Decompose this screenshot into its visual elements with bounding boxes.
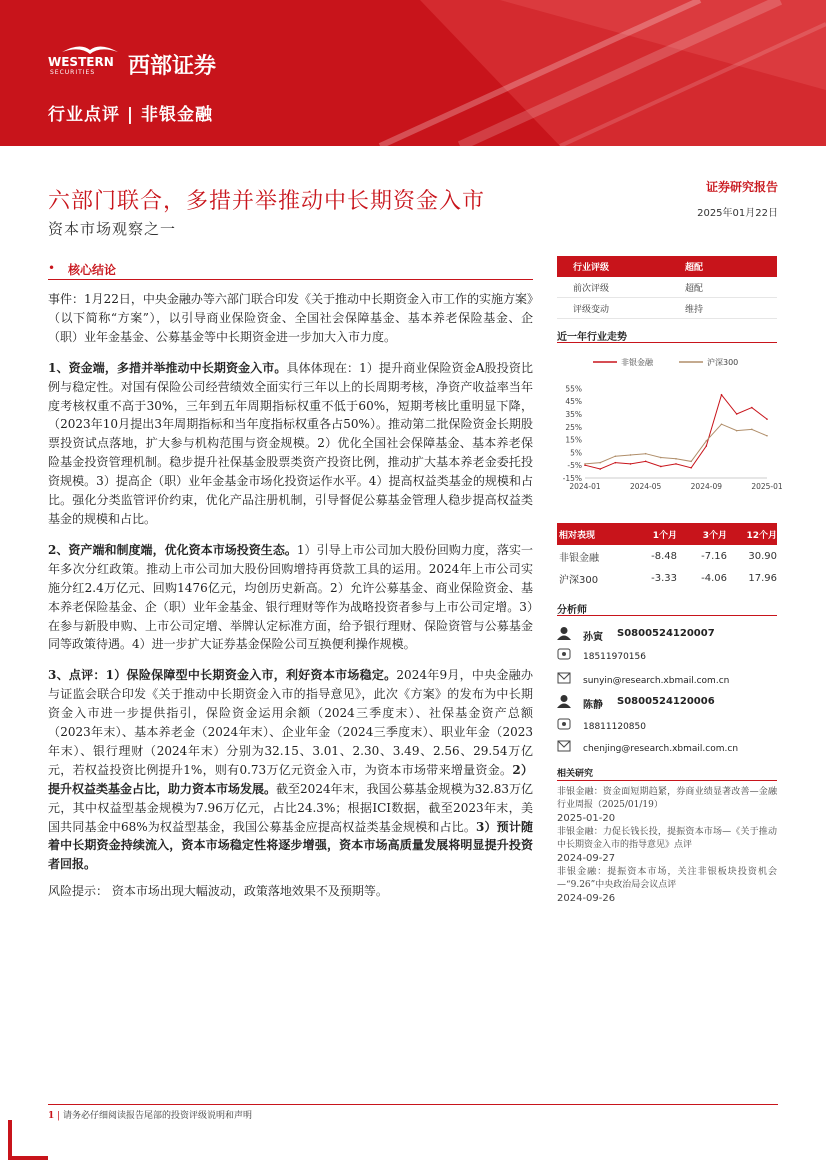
event-paragraph: 事件：1月22日，中央金融办等六部门联合印发《关于推动中长期资金入市工作的实施方案》（以下简称“方案”），以引导商业保险资金、全国社会保障基金、基本养老保险基金、企（职）业年金基金、公募基金等中长期资金进一步加大入市力度。 — [48, 292, 533, 344]
performance-cell: 30.90 — [748, 550, 777, 562]
data-point — [630, 463, 632, 465]
phone-icon — [557, 648, 571, 660]
rating-head-label: 行业评级 — [573, 263, 610, 273]
report-type: 证券研究报告 — [705, 180, 778, 194]
related-item-text: 非银金融：资金面短期趋紧，券商业绩显著改善—金融行业周报（2025/01/19） — [557, 787, 777, 810]
report-date: 2025年01月22日 — [697, 208, 778, 219]
header-banner — [0, 0, 826, 146]
rating-row-value: 超配 — [685, 283, 704, 294]
analyst-name: 陈静 — [583, 700, 603, 711]
data-point — [660, 457, 662, 459]
analyst-cert: S0800524120007 — [617, 628, 715, 639]
data-point — [615, 462, 617, 464]
related-title: 相关研究 — [557, 769, 594, 779]
analyst-name: 孙寅 — [583, 632, 603, 643]
performance-cell: -8.48 — [651, 550, 677, 562]
performance-header: 3个月 — [702, 530, 727, 541]
related-item-date: 2024-09-27 — [557, 853, 616, 864]
data-point — [751, 429, 753, 431]
y-tick-label: 5% — [570, 448, 582, 458]
data-point — [751, 407, 753, 409]
person-icon — [557, 694, 571, 708]
x-tick-label: 2024-05 — [629, 482, 662, 491]
data-point — [615, 455, 617, 457]
performance-row — [557, 567, 777, 589]
rating-row — [557, 277, 777, 298]
data-point — [736, 413, 738, 415]
page-subtitle: 资本市场观察之一 — [48, 220, 177, 238]
data-point — [645, 461, 647, 463]
core-body — [48, 290, 533, 913]
paragraph-3-text-b: 截至2024年末，我国公募基金规模为32.83万亿元，其中权益型基金规模为7.96万亿元，占比24.3%；根据ICI数据，截至2023年末，美国共同基金中68%为权益型基金，我国公募基金应提高权益类基金规模和占比。 — [48, 781, 533, 834]
performance-table — [557, 523, 777, 589]
y-tick-label: 25% — [565, 422, 582, 432]
paragraph-3 — [48, 666, 533, 874]
paragraph-2 — [48, 541, 533, 654]
related-divider — [557, 780, 777, 781]
rating-table — [557, 256, 777, 319]
phone-icon — [557, 718, 571, 730]
performance-cell: 非银金融 — [559, 552, 599, 564]
data-point — [706, 440, 708, 442]
x-tick-label: 2025-01 — [751, 482, 783, 491]
paragraph-3-heading-c: 3）预计随着中长期资金持续流入，资本市场稳定性将逐步增强，资本市场高质量发展将明显提升投资者回报。 — [48, 819, 533, 872]
performance-cell: -3.33 — [651, 572, 677, 584]
report-category: 行业点评 | 非银金融 — [48, 105, 214, 125]
data-point — [660, 466, 662, 468]
data-point — [690, 461, 692, 463]
data-point — [584, 463, 586, 465]
performance-cell: -4.06 — [701, 572, 727, 584]
analysts-title: 分析师 — [557, 605, 587, 616]
trend-title: 近一年行业走势 — [557, 332, 627, 343]
paragraph-2-text: 1）引导上市公司加大股份回购力度，落实一年多次分红政策。推动上市公司加大股份回购增持再贷款工具的运用。2024年上市公司实施分红2.4万亿元、回购1476亿元，均创历史新高。2）允许公募基金、商业保险资金、基本养老保险基金、企（职）业年金基金、银行理财等作为战略投资者参与上市公司定增。3）在参与新股申购、上市公司定增、举牌认定标准方面，给予银行理财、保险资管与公募基金同等政策待遇。4）进一步扩大证券基金保险公司互换便利操作规模。 — [48, 542, 534, 652]
related-item-text: 非银金融：力促长钱长投，提振资本市场—《关于推动中长期资金入市的指导意见》点评 — [557, 827, 777, 850]
y-tick-label: -15% — [562, 474, 582, 483]
data-point — [675, 458, 677, 460]
footer: 1 | 请务必仔细阅读报告尾部的投资评级说明和声明 — [48, 1111, 253, 1121]
core-heading-bar — [48, 258, 533, 280]
related-list — [557, 786, 777, 906]
bullet-icon: • — [48, 261, 56, 275]
performance-header: 1个月 — [652, 530, 677, 541]
paragraph-1-text: 具体体现在：1）提升商业保险资金A股投资比例与稳定性。对国有保险公司经营绩效全面实行三年以上的长周期考核，净资产收益率当年度考核权重不高于30%，三年到五年周期指标权重不低于60%，短期考核比重明显下降，（2023年10月提出3年周期指标和当年度指标权重各占50%）。推动第二批保险资金长期股票投资试点落地，扩大参与机构范围与资金规模。2）优化全国社会保障基金、基本养老保险基金投资管理机制。稳步提升社保基金股票类资产投资比例，推动扩大基本养老金委托投资规模。3）提高企（职）业年金基金市场化投资运作水平。4）提高权益类基金的规模和占比。强化分类监管评价约束，优化产品注册机制，引导督促公募基金管理人稳步提高权益类基金的规模和占比。 — [48, 360, 533, 526]
email-icon — [557, 740, 571, 752]
paragraph-1 — [48, 359, 533, 529]
paragraph-3-heading-a: 3、点评：1）保险保障型中长期资金入市，利好资本市场稳定。 — [48, 668, 397, 683]
related-item-date: 2024-09-26 — [557, 893, 616, 904]
paragraph-2-heading: 2、资产端和制度端，优化资本市场投资生态。 — [48, 542, 297, 557]
page-number: 1 — [48, 1111, 55, 1121]
performance-cell: 沪深300 — [559, 574, 599, 586]
series-line — [585, 424, 767, 464]
analyst-email[interactable]: sunyin@research.xbmail.com.cn — [583, 676, 730, 686]
performance-row — [557, 545, 777, 567]
corner-mark — [8, 1156, 48, 1160]
corner-mark — [8, 1120, 12, 1160]
related-item-text: 非银金融：提振资本市场，关注非银板块投资机会—“9.26”中央政治局会议点评 — [557, 867, 777, 890]
rating-row-value: 维持 — [685, 304, 704, 315]
data-point — [736, 430, 738, 432]
rating-head-row — [557, 256, 777, 277]
x-tick-label: 2024-09 — [690, 482, 723, 491]
footer-note: 请务必仔细阅读报告尾部的投资评级说明和声明 — [63, 1111, 253, 1121]
data-point — [766, 435, 768, 437]
data-point — [645, 453, 647, 455]
trend-chart — [557, 350, 783, 500]
person-icon — [557, 626, 571, 640]
logo-en-sub: SECURITIES — [50, 69, 96, 76]
performance-header: 相对表现 — [559, 530, 596, 541]
x-tick-label: 2024-01 — [569, 482, 601, 491]
legend-label: 沪深300 — [707, 358, 739, 367]
paragraph-3-heading-b: 2）提升权益类基金占比，助力资本市场发展。 — [48, 762, 533, 796]
logo-cn: 西部证券 — [128, 54, 217, 79]
logo-en: WESTERN — [48, 55, 114, 69]
related-item-date: 2025-01-20 — [557, 813, 616, 824]
footer-rule — [48, 1104, 778, 1105]
performance-head-row — [557, 523, 777, 545]
y-tick-label: -5% — [567, 461, 582, 471]
performance-header: 12个月 — [746, 530, 777, 541]
data-point — [599, 468, 601, 470]
analyst-cert: S0800524120006 — [617, 696, 715, 707]
legend-label: 非银金融 — [621, 358, 653, 367]
y-tick-label: 45% — [565, 397, 582, 407]
rating-row — [557, 298, 777, 319]
related-item[interactable] — [557, 826, 777, 866]
performance-cell: 17.96 — [748, 572, 777, 584]
analyst-block — [557, 622, 777, 772]
analyst-phone: 18811120850 — [583, 722, 646, 732]
page-title: 六部门联合，多措并举推动中长期资金入市 — [48, 189, 486, 214]
y-tick-label: 15% — [565, 435, 582, 445]
paragraph-1-heading: 1、资金端，多措并举推动中长期资金入市。 — [48, 360, 287, 375]
data-point — [630, 454, 632, 456]
related-item[interactable] — [557, 866, 777, 906]
y-tick-label: 55% — [565, 384, 582, 394]
analyst-email[interactable]: chenjing@research.xbmail.com.cn — [583, 744, 739, 754]
data-point — [766, 418, 768, 420]
core-heading: 核心结论 — [68, 263, 117, 277]
rating-row-label: 评级变动 — [573, 304, 610, 315]
y-tick-label: 35% — [565, 410, 582, 419]
risk-warning: 风险提示： 资本市场出现大幅波动，政策落地效果不及预期等。 — [48, 884, 388, 899]
paragraph-3-text-a: 2024年9月，中央金融办与证监会联合印发《关于推动中长期资金入市的指导意见》，此次《方案》的发布为中长期资金入市进一步提供指引，保险资金运用余额（2024三季度末）、社保基金资产总额（2023年末）、基本养老金（2024年末）、企业年金（2024三季度末）、职业年金（2023年末）、银行理财（2024年末）分别为32.15、3.01、2.30、3.49、2.56、29.54万亿元，若权益投资比例提升1%，则有0.73万亿元资金入市，为资本市场带来增量资金。 — [48, 668, 533, 777]
data-point — [675, 463, 677, 465]
rating-row-label: 前次评级 — [573, 283, 610, 294]
data-point — [706, 445, 708, 447]
performance-cell: -7.16 — [701, 550, 727, 562]
data-point — [721, 423, 723, 425]
data-point — [599, 462, 601, 464]
data-point — [721, 394, 723, 396]
related-item[interactable] — [557, 786, 777, 826]
rating-head-value: 超配 — [685, 263, 704, 273]
analyst-phone: 18511970156 — [583, 652, 646, 662]
email-icon — [557, 672, 571, 684]
data-point — [690, 467, 692, 469]
